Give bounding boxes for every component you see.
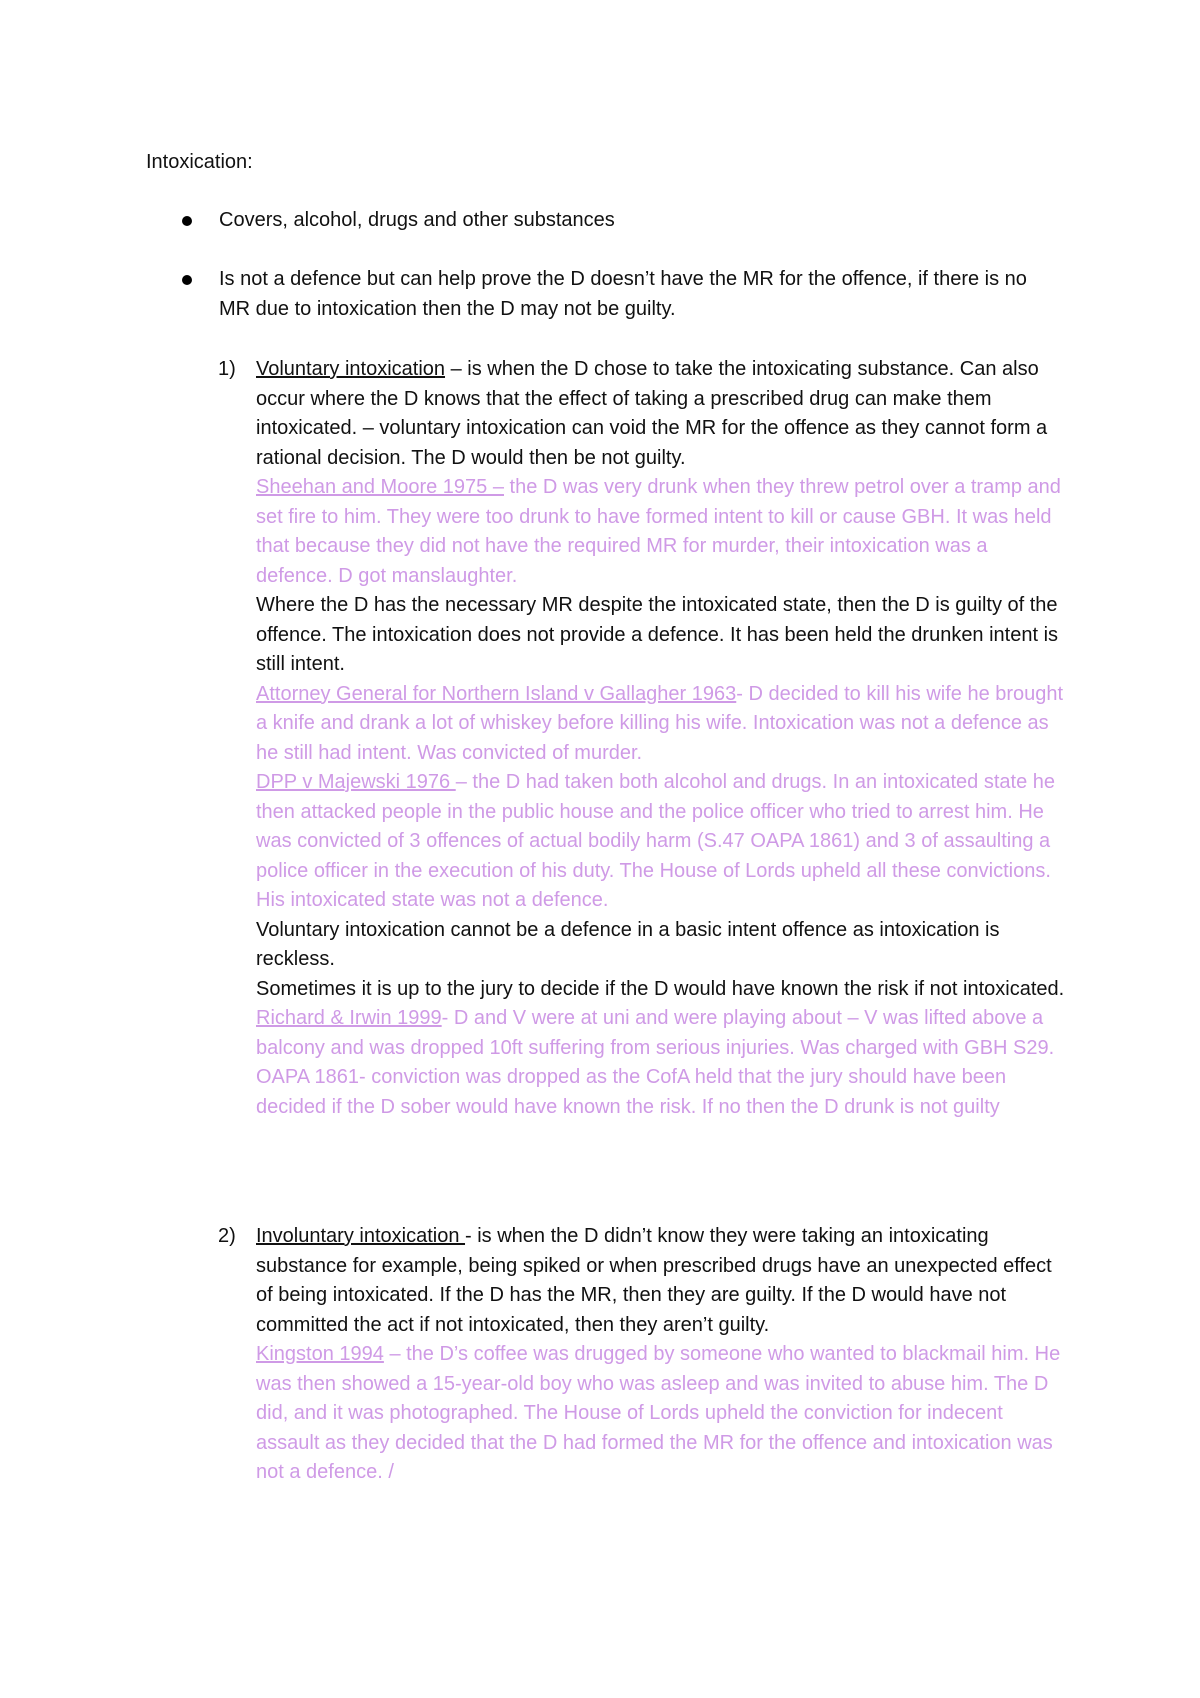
case-richard-irwin	[256, 1004, 1068, 1122]
bullet-dot	[182, 275, 192, 285]
case-name: Richard & Irwin 1999	[256, 1007, 442, 1029]
section-involuntary	[256, 1222, 1068, 1488]
section-intro	[256, 355, 1068, 473]
case-text: – the D’s coffee was drugged by someone who wanted to blackmail him. He was then showed a 15-year-old boy who was asleep and was invited to abuse him. The D did, and it was photographed. The House of Lords upheld the conviction for indecent assault as they decided that the D had formed the MR for the offence and intoxication was not a defence. /	[256, 1343, 1061, 1483]
section-number: 2)	[218, 1225, 236, 1247]
case-gallagher	[256, 680, 1068, 769]
paragraph: Sometimes it is up to the jury to decide if the D would have known the risk if not intoxicated.	[256, 977, 1065, 1000]
section-intro-text: – is when the D chose to take the intoxicating substance. Can also occur where the D knows that the effect of taking a prescribed drug can make them intoxicated. – voluntary intoxication can void the MR for the offence as they cannot form a rational decision. The D would then be not guilty.	[256, 358, 1048, 469]
bullet-item-1: Covers, alcohol, drugs and other substances	[219, 209, 615, 231]
case-name: Attorney General for Northern Island v Gallagher 1963	[256, 682, 737, 705]
case-name: Kingston 1994	[256, 1343, 384, 1365]
section-term: Involuntary intoxication	[256, 1225, 466, 1247]
case-text: - D and V were at uni and were playing about – V was lifted above a balcony and was dropped 10ft suffering from serious injuries. Was charged with GBH S29. OAPA 1861- conviction was dropped as the CofA held that the jury should have been decided if the D sober would have known the risk. If no then the D drunk is not guilty	[256, 1007, 1055, 1118]
section-intro	[256, 1222, 1068, 1340]
section-voluntary	[256, 355, 1068, 1122]
page-title: Intoxication:	[146, 151, 253, 173]
bullet-dot	[182, 216, 192, 226]
case-name: Sheehan and Moore 1975 –	[256, 476, 504, 498]
paragraph: Where the D has the necessary MR despite the intoxicated state, then the D is guilty of the offence. The intoxication does not provide a defence. It has been held the drunken intent is still intent.	[256, 594, 1059, 675]
bullet-item-2: Is not a defence but can help prove the D doesn’t have the MR for the offence, if there is no MR due to intoxication then the D may not be guilty.	[219, 268, 1027, 320]
case-text: – the D had taken both alcohol and drugs. In an intoxicated state he then attacked people in the public house and the police officer who tried to arrest him. He was convicted of 3 offences of actual bodily harm (S.47 OAPA 1861) and 3 of assaulting a police officer in the execution of his duty. The House of Lords upheld all these convictions. His intoxicated state was not a defence.	[256, 771, 1056, 911]
case-sheehan	[256, 473, 1068, 591]
section-intro-text: - is when the D didn’t know they were taking an intoxicating substance for example, being spiked or when prescribed drugs have an unexpected effect of being intoxicated. If the D has the MR, then they are guilty. If the D would have not committed the act if not intoxicated, then they aren’t guilty.	[256, 1225, 1052, 1336]
case-name: DPP v Majewski 1976	[256, 771, 456, 793]
case-text: - D decided to kill his wife he brought a knife and drank a lot of whiskey before killing his wife. Intoxication was not a defence as he still had intent. Was convicted of murder.	[256, 682, 1064, 764]
paragraph: Voluntary intoxication cannot be a defence in a basic intent offence as intoxication is reckless.	[256, 918, 1000, 970]
case-majewski	[256, 768, 1068, 916]
section-number: 1)	[218, 358, 236, 380]
case-text: the D was very drunk when they threw petrol over a tramp and set fire to him. They were too drunk to have formed intent to kill or cause GBH. It was held that because they did not have the required MR for murder, their intoxication was a defence. D got manslaughter.	[256, 476, 1061, 587]
case-kingston	[256, 1340, 1068, 1488]
section-term: Voluntary intoxication	[256, 358, 446, 380]
